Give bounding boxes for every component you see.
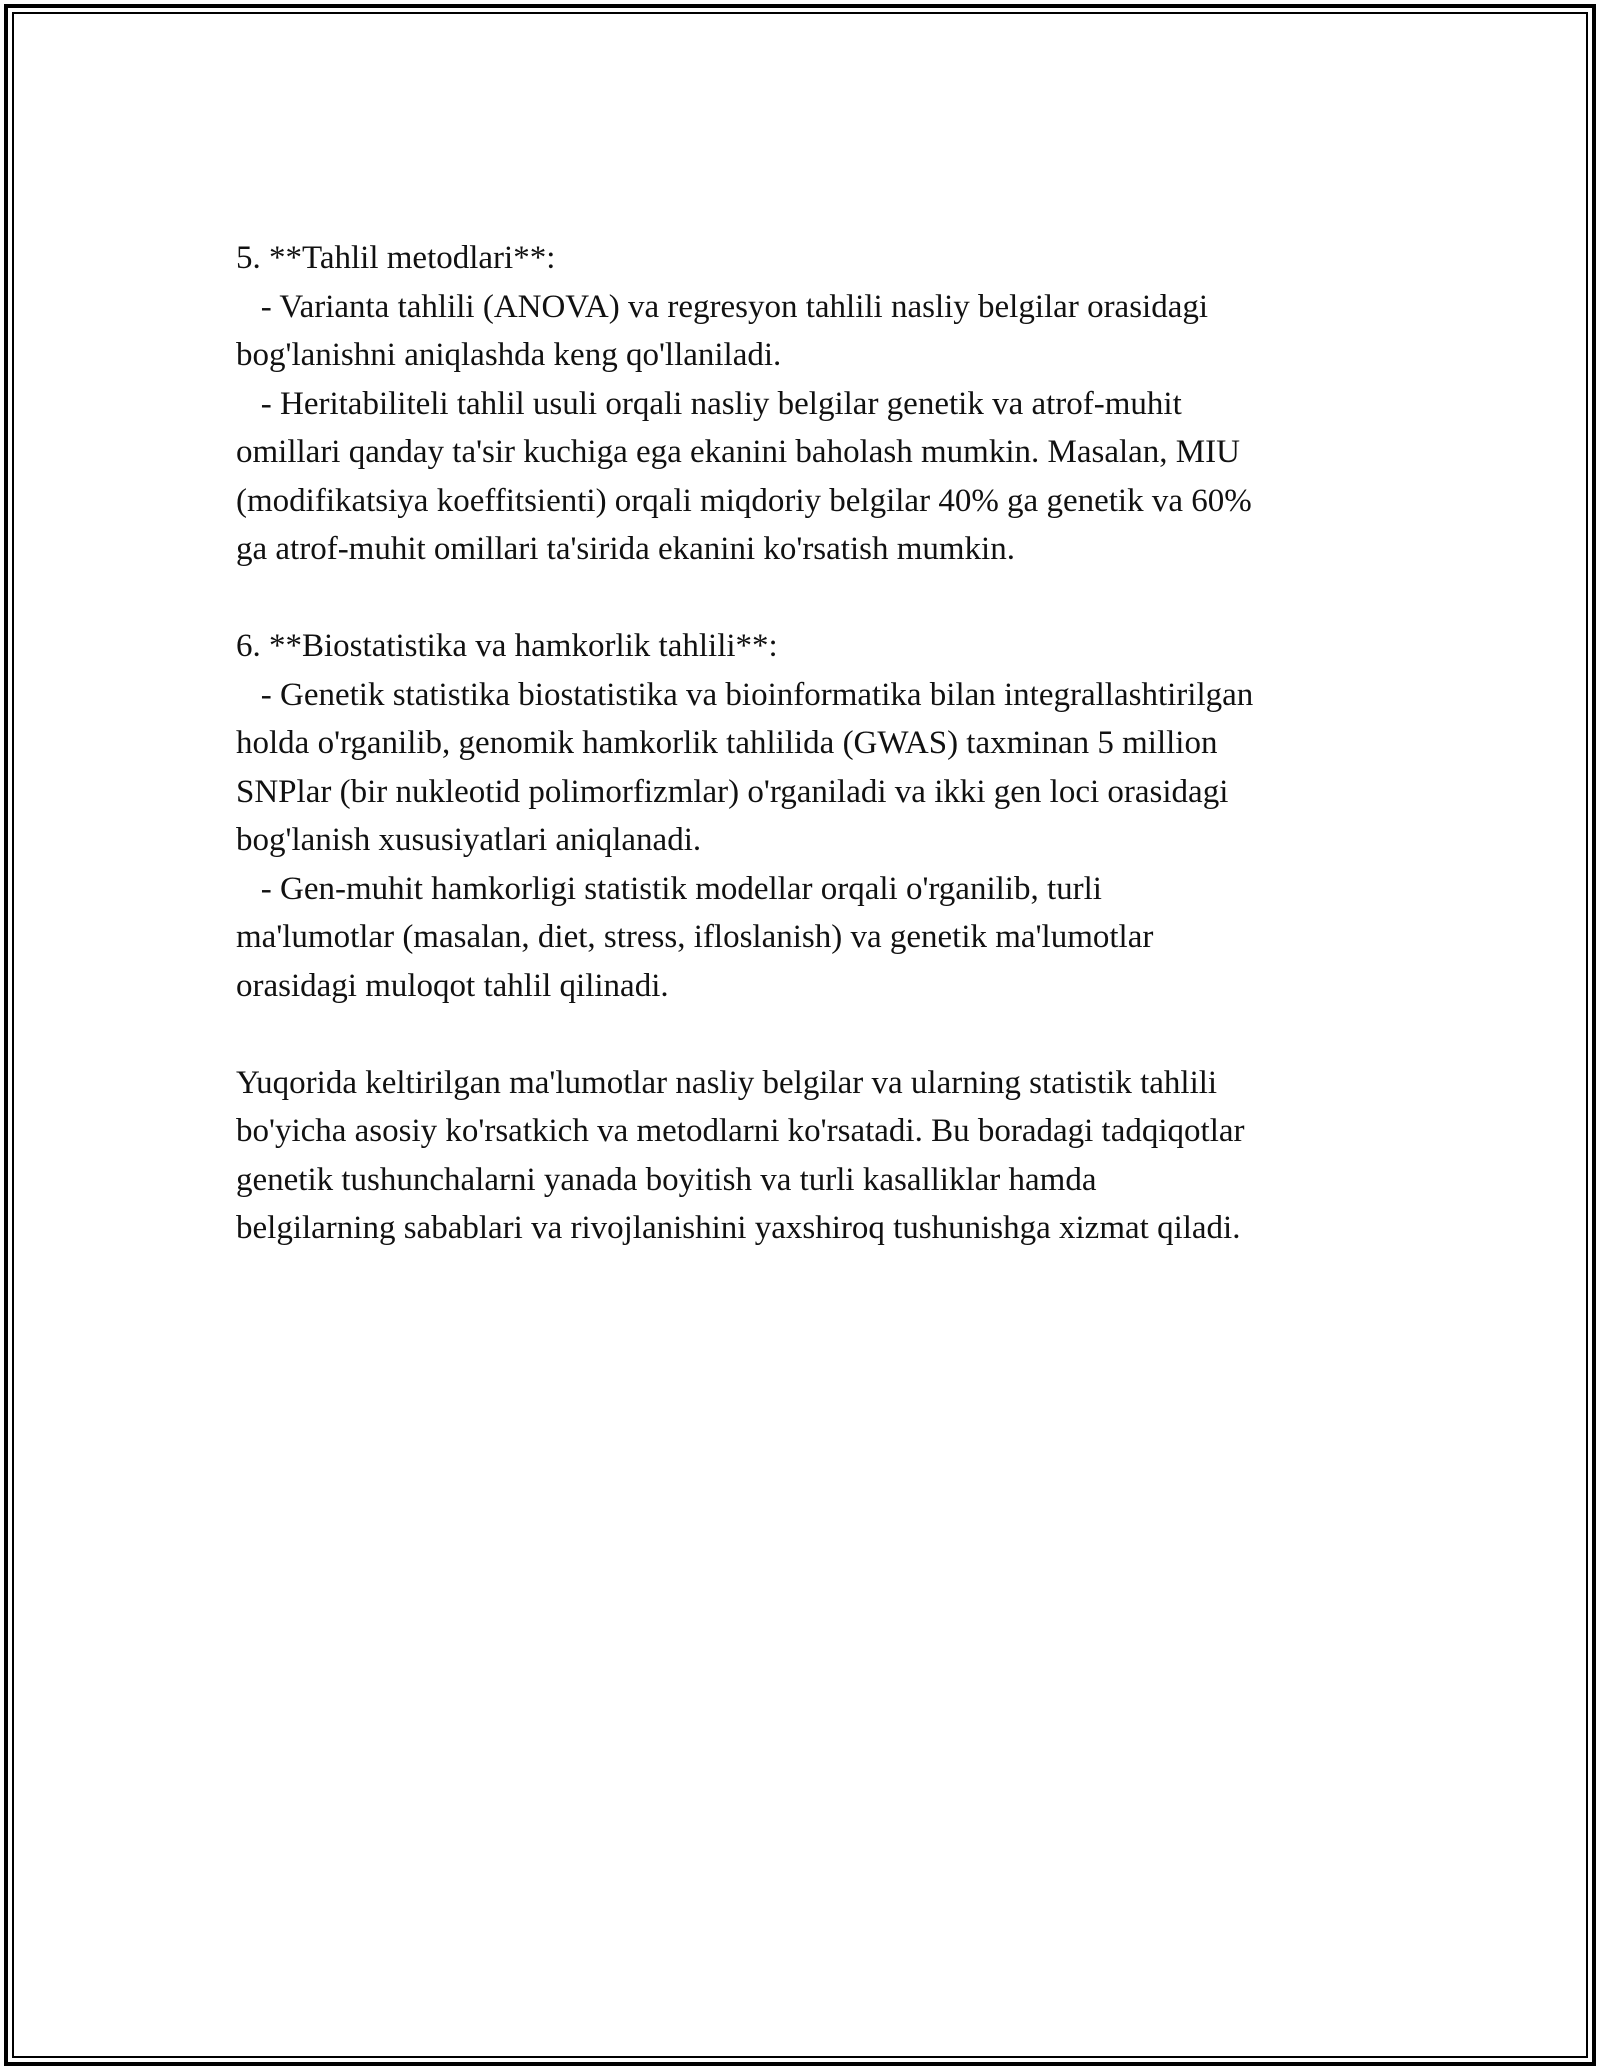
document-body (236, 234, 1376, 1253)
text-line: - Gen-muhit hamkorligi statistik modellar orqali o'rganilib, turli (236, 870, 1102, 907)
text-line: ma'lumotlar (masalan, diet, stress, ifloslanish) va genetik ma'lumotlar (236, 919, 1154, 955)
text-line: bog'lanish xususiyatlari aniqlanadi. (236, 822, 702, 858)
conclusion-paragraph (236, 1059, 1376, 1253)
list-item (236, 671, 1376, 865)
list-item (236, 380, 1376, 574)
text-line: omillari qanday ta'sir kuchiga ega ekanini baholash mumkin. Masalan, MIU (236, 434, 1240, 470)
section-heading: 6. **Biostatistika va hamkorlik tahlili**: (236, 628, 778, 664)
section-heading: 5. **Tahlil metodlari**: (236, 240, 556, 276)
text-line: ga atrof-muhit omillari ta'sirida ekanini ko'rsatish mumkin. (236, 531, 1015, 567)
text-line: orasidagi muloqot tahlil qilinadi. (236, 967, 669, 1004)
section-5 (236, 234, 1376, 574)
list-item (236, 283, 1376, 380)
text-line: holda o'rganilib, genomik hamkorlik tahlilida (GWAS) taxminan 5 million (236, 725, 1218, 761)
section-6 (236, 622, 1376, 1010)
paragraph-gap (236, 1010, 1376, 1059)
text-line: bog'lanishni aniqlashda keng qo'llaniladi. (236, 337, 782, 373)
text-line: - Genetik statistika biostatistika va bioinformatika bilan integrallashtirilgan (236, 676, 1254, 713)
text-line: - Varianta tahlili (ANOVA) va regresyon tahlili nasliy belgilar orasidagi (236, 288, 1209, 325)
text-line: (modifikatsiya koeffitsienti) orqali miqdoriy belgilar 40% ga genetik va 60% (236, 482, 1252, 519)
list-item (236, 865, 1376, 1011)
text-line: - Heritabiliteli tahlil usuli orqali nasliy belgilar genetik va atrof-muhit (236, 385, 1182, 422)
text-line: Yuqorida keltirilgan ma'lumotlar nasliy belgilar va ularning statistik tahlili (236, 1064, 1218, 1101)
paragraph-gap (236, 574, 1376, 623)
text-line: belgilarning sabablari va rivojlanishini yaxshiroq tushunishga xizmat qiladi. (236, 1210, 1241, 1246)
text-line: bo'yicha asosiy ko'rsatkich va metodlarni ko'rsatadi. Bu boradagi tadqiqotlar (236, 1113, 1245, 1149)
text-line: genetik tushunchalarni yanada boyitish va turli kasalliklar hamda (236, 1161, 1097, 1198)
text-line: SNPlar (bir nukleotid polimorfizmlar) o'rganiladi va ikki gen loci orasidagi (236, 773, 1229, 810)
